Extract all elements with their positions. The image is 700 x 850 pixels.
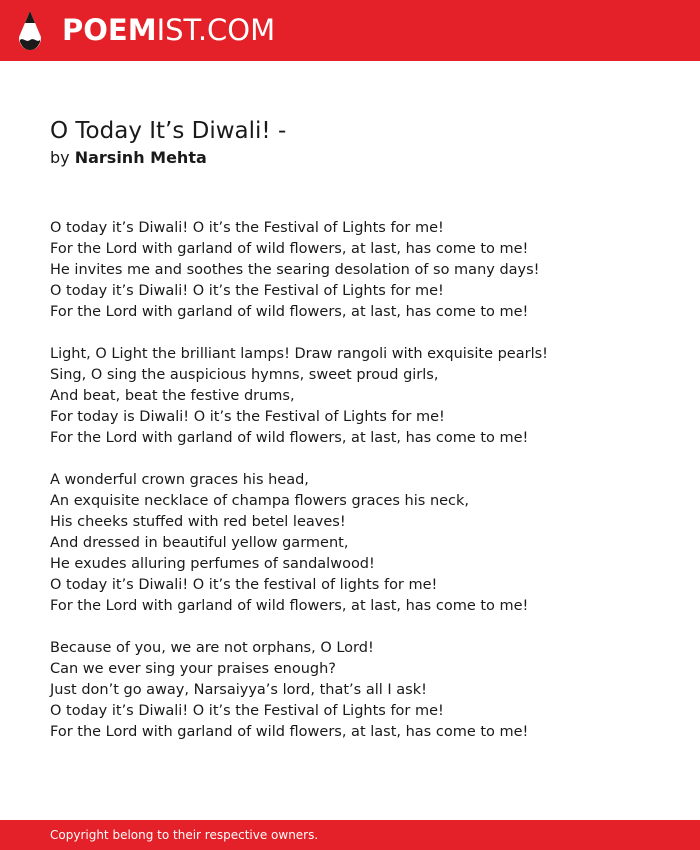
poem-line: An exquisite necklace of champa flowers graces his neck, <box>50 493 470 509</box>
poem-line: O today it’s Diwali! O it’s the festival of lights for me! <box>50 577 438 593</box>
poem-line: Can we ever sing your praises enough? <box>50 661 336 677</box>
poem-line: For the Lord with garland of wild flowers, at last, has come to me! <box>50 724 529 740</box>
copyright-notice: Copyright belong to their respective owners. <box>50 828 319 842</box>
poem-line: Sing, O sing the auspicious hymns, sweet proud girls, <box>50 367 439 383</box>
poem-stanza <box>50 218 670 323</box>
poem-line: Because of you, we are not orphans, O Lord! <box>50 640 374 656</box>
logo-text-bold: POEM <box>62 13 157 47</box>
poem-body <box>50 218 670 764</box>
poem-line: He exudes alluring perfumes of sandalwood! <box>50 556 375 572</box>
poem-line: And dressed in beautiful yellow garment, <box>50 535 349 551</box>
byline <box>50 148 286 168</box>
poem-line: For the Lord with garland of wild flowers, at last, has come to me! <box>50 304 529 320</box>
poem-header <box>50 117 286 168</box>
poem-line: For today is Diwali! O it’s the Festival of Lights for me! <box>50 409 445 425</box>
site-logo[interactable] <box>62 13 275 47</box>
poem-line: And beat, beat the festive drums, <box>50 388 295 404</box>
poem-line: For the Lord with garland of wild flowers, at last, has come to me! <box>50 430 529 446</box>
poem-line: O today it’s Diwali! O it’s the Festival of Lights for me! <box>50 220 444 236</box>
byline-prefix: by <box>50 148 70 167</box>
poem-line: For the Lord with garland of wild flowers, at last, has come to me! <box>50 241 529 257</box>
poem-stanza <box>50 344 670 449</box>
poem-line: Just don’t go away, Narsaiyya’s lord, that’s all I ask! <box>50 682 427 698</box>
author-name: Narsinh Mehta <box>74 148 207 167</box>
poem-stanza <box>50 470 670 617</box>
poem-line: A wonderful crown graces his head, <box>50 472 309 488</box>
poem-line: His cheeks stuffed with red betel leaves! <box>50 514 346 530</box>
poem-line: Light, O Light the brilliant lamps! Draw rangoli with exquisite pearls! <box>50 346 548 362</box>
poem-line: O today it’s Diwali! O it’s the Festival of Lights for me! <box>50 703 444 719</box>
poem-stanza <box>50 638 670 743</box>
logo-text-light: IST.COM <box>156 13 276 47</box>
poem-title: O Today It’s Diwali! - <box>50 118 287 144</box>
poem-line: He invites me and soothes the searing desolation of so many days! <box>50 262 540 278</box>
site-header <box>0 0 700 61</box>
site-footer <box>0 820 700 850</box>
poem-line: For the Lord with garland of wild flowers, at last, has come to me! <box>50 598 529 614</box>
poem-line: O today it’s Diwali! O it’s the Festival of Lights for me! <box>50 283 444 299</box>
pencil-tip-icon[interactable] <box>16 10 44 52</box>
